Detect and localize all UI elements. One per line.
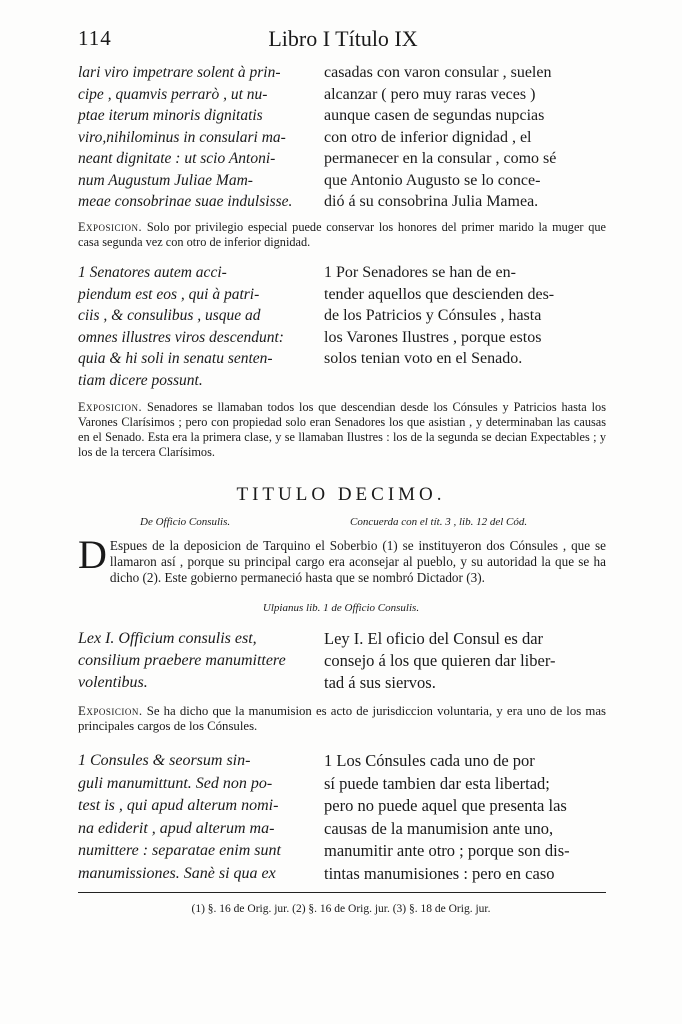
latin-line: Lex I. Officium consulis est, [78,630,257,647]
spanish-line: causas de la manumision ante uno, [324,818,554,838]
latin-line: piendum est eos , qui à patri- [78,285,260,303]
spanish-line: pero no puede aquel que presenta las [324,796,567,815]
latin-line: ptae iterum minoris dignitatis [78,107,263,124]
spanish-line: permanecer en la consular , como sé [324,150,557,167]
page-header [78,26,608,56]
note-text: Se ha dicho que la manumision es acto de jurisdiccion voluntaria, y era uno de los mas principales cargos de los Cónsules. [78,704,606,733]
note-label: Exposicion. [78,400,143,414]
spanish-column [324,262,606,370]
spanish-line: dió á su consobrina Julia Mamea. [324,193,539,210]
spanish-line: solos tenian voto en el Senado. [324,350,523,367]
exposicion-note-1 [78,220,606,250]
latin-column [78,628,314,694]
spanish-line: que Antonio Augusto se lo conce- [324,171,541,189]
spanish-line: con otro de inferior dignidad , el [324,128,532,146]
section-title: TITULO DECIMO. [236,484,446,505]
spanish-line: casadas con varon consular , suelen [324,64,552,81]
spanish-line: Ley I. El oficio del Consul es dar [324,629,544,648]
exposicion-note-2 [78,400,606,460]
latin-line: viro,nihilominus in consulari ma- [78,128,286,146]
note-label: Exposicion. [78,220,143,234]
spanish-column [324,628,606,694]
spanish-line: tad á sus siervos. [324,673,436,692]
latin-line: 1 Consules & seorsum sin- [78,752,251,769]
intro-text: Espues de la deposicion de Tarquino el Soberbio (1) se instituyeron dos Cónsules , que se llamaron así , porque su principal cargo era aconsejar al pueblo, y su autoridad la que se ha dicho (2). Este gobierno permaneció hasta que se nombró Dictador (3). [109,538,606,585]
footnote-rule [78,892,606,893]
note-text: Senadores se llamaban todos los que descendian desde los Cónsules y Patricios hasta los Varones Clarísimos ; pero con propiedad solo eran Senadores los que asistian , y determinaban las causas en el Senado. Esta era la primera clase, y se llamaban Ilustres : los de la segunda se decian Expectables ; y los de la tercera Clarísimos. [78,400,606,459]
spanish-line: tintas manumisiones : pero en caso [324,863,555,883]
page-number: 114 [78,26,112,50]
spanish-line: aunque casen de segundas nupcias [324,107,545,124]
spanish-line: alcanzar ( pero muy raras veces ) [324,85,536,103]
latin-line: tiam dicere possunt. [78,371,203,389]
latin-line: meae consobrinae suae indulsisse. [78,193,293,210]
spanish-line: los Varones Ilustres , porque estos [324,328,542,346]
footnotes: (1) §. 16 de Orig. jur. (2) §. 16 de Orig. jur. (3) §. 18 de Orig. jur. [191,903,491,915]
latin-column [78,262,314,391]
latin-line: numittere : separatae enim sunt [78,842,281,859]
latin-line: omnes illustres viros descendunt: [78,328,284,346]
latin-line: consilium praebere manumittere [78,652,286,669]
spanish-line: 1 Los Cónsules cada uno de por [324,751,535,770]
latin-line: na ediderit , apud alterum ma- [78,819,275,837]
latin-line: neant dignitate : ut scio Antoni- [78,150,276,167]
spanish-column [324,750,606,885]
spanish-line: manumitir ante otro ; porque son dis- [324,841,570,860]
concordance-note: Concuerda con el tít. 3 , lib. 12 del Cód. [350,516,528,528]
spanish-line: de los Patricios y Cónsules , hasta [324,307,542,324]
latin-line: volentibus. [78,674,148,691]
latin-line: guli manumittunt. Sed non po- [78,774,273,792]
latin-line: test is , qui apud alterum nomi- [78,797,279,814]
latin-line: num Augustum Juliae Mam- [78,171,253,189]
note-text: Solo por privilegio especial puede conservar los honores del primer marido la muger que casa segunda vez con otro de inferior dignidad. [78,220,606,249]
latin-line: lari viro impetrare solent à prin- [78,64,281,81]
note-label: Exposicion. [78,704,143,718]
latin-line: ciis , & consulibus , usque ad [78,307,261,324]
exposicion-note-3 [78,704,606,734]
intro-paragraph [78,532,606,586]
latin-column [78,750,314,885]
latin-column [78,62,314,213]
spanish-line: sí puede tambien dar esta libertad; [324,773,550,793]
latin-subtitle: De Officio Consulis. [140,516,231,528]
source-citation: Ulpianus lib. 1 de Officio Consulis. [262,602,420,614]
latin-line: cipe , quamvis perrarò , ut nu- [78,85,268,103]
spanish-line: 1 Por Senadores se han de en- [324,264,516,281]
spanish-line: tender aquellos que descienden des- [324,285,555,303]
latin-line: quia & hi soli in senatu senten- [78,350,273,367]
spanish-line: consejo á los que quieren dar liber- [324,651,556,670]
latin-line: manumissiones. Sanè si qua ex [78,864,276,882]
spanish-column [324,62,606,213]
drop-cap: D [78,532,107,577]
running-head: Libro I Título IX [268,26,418,51]
latin-line: 1 Senatores autem acci- [78,264,227,281]
